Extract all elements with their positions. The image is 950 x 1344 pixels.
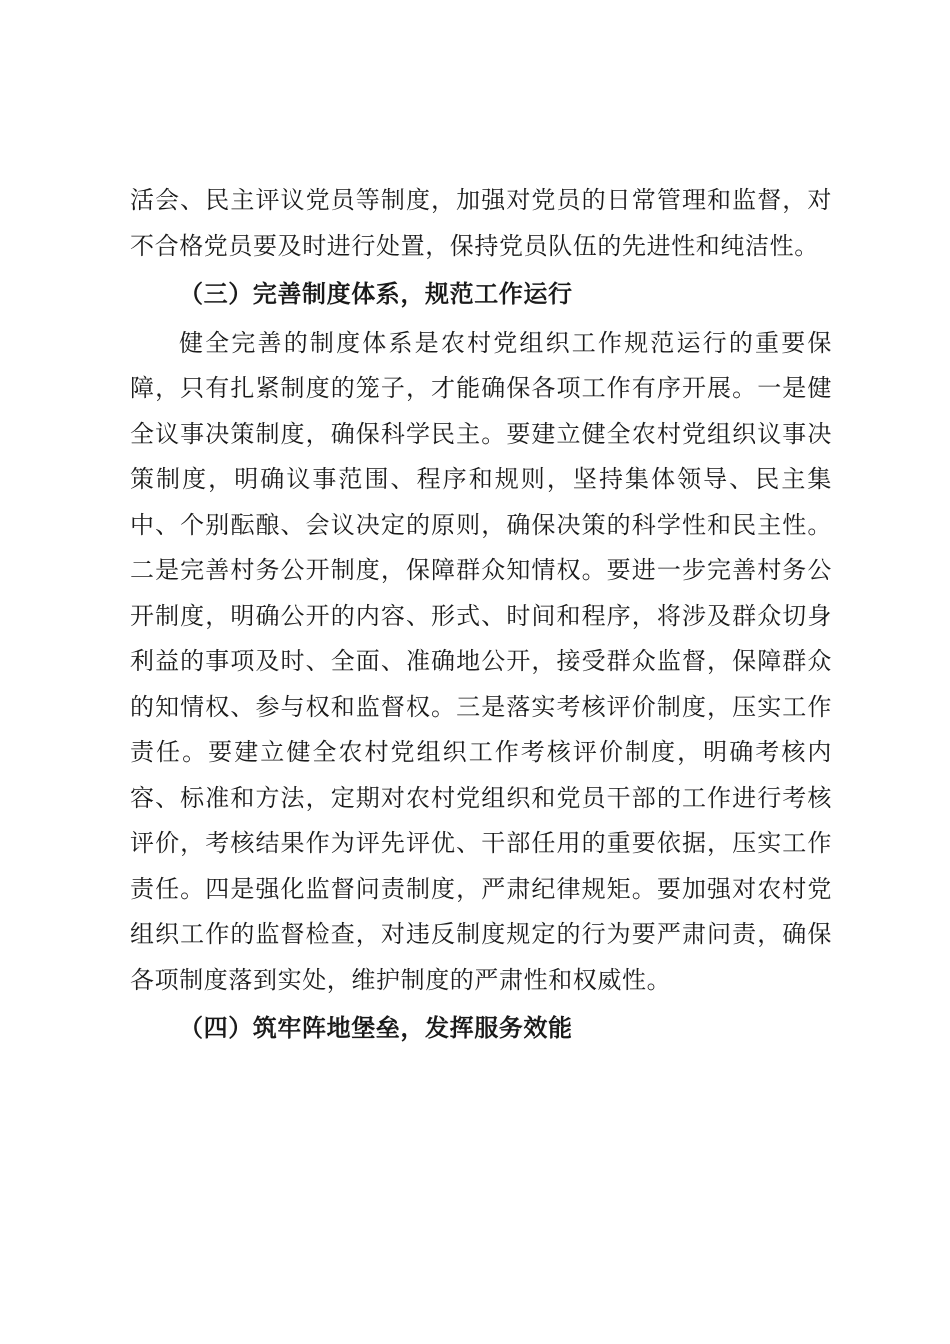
- section-three-heading: （三）完善制度体系，规范工作运行: [179, 280, 573, 308]
- document-body: [130, 178, 832, 1052]
- section-three-body: 健全完善的制度体系是农村党组织工作规范运行的重要保障，只有扎紧制度的笼子，才能确保各项工作有序开展。一是健全议事决策制度，确保科学民主。要建立健全农村党组织议事决策制度，明确议事范围、程序和规则，坚持集体领导、民主集中、个别酝酿、会议决定的原则，确保决策的科学性和民主性。二是完善村务公开制度，保障群众知情权。要进一步完善村务公开制度，明确公开的内容、形式、时间和程序，将涉及群众切身利益的事项及时、全面、准确地公开，接受群众监督，保障群众的知情权、参与权和监督权。三是落实考核评价制度，压实工作责任。要建立健全农村党组织工作考核评价制度，明确考核内容、标准和方法，定期对农村党组织和党员干部的工作进行考核评价，考核结果作为评先评优、干部任用的重要依据，压实工作责任。四是强化监督问责制度，严肃纪律规矩。要加强对农村党组织工作的监督检查，对违反制度规定的行为要严肃问责，确保各项制度落到实处，维护制度的严肃性和权威性。: [130, 328, 832, 994]
- continuation-paragraph: 活会、民主评议党员等制度，加强对党员的日常管理和监督，对不合格党员要及时进行处置，保持党员队伍的先进性和纯洁性。: [130, 186, 832, 260]
- section-four-heading: （四）筑牢阵地堡垒，发挥服务效能: [179, 1014, 573, 1042]
